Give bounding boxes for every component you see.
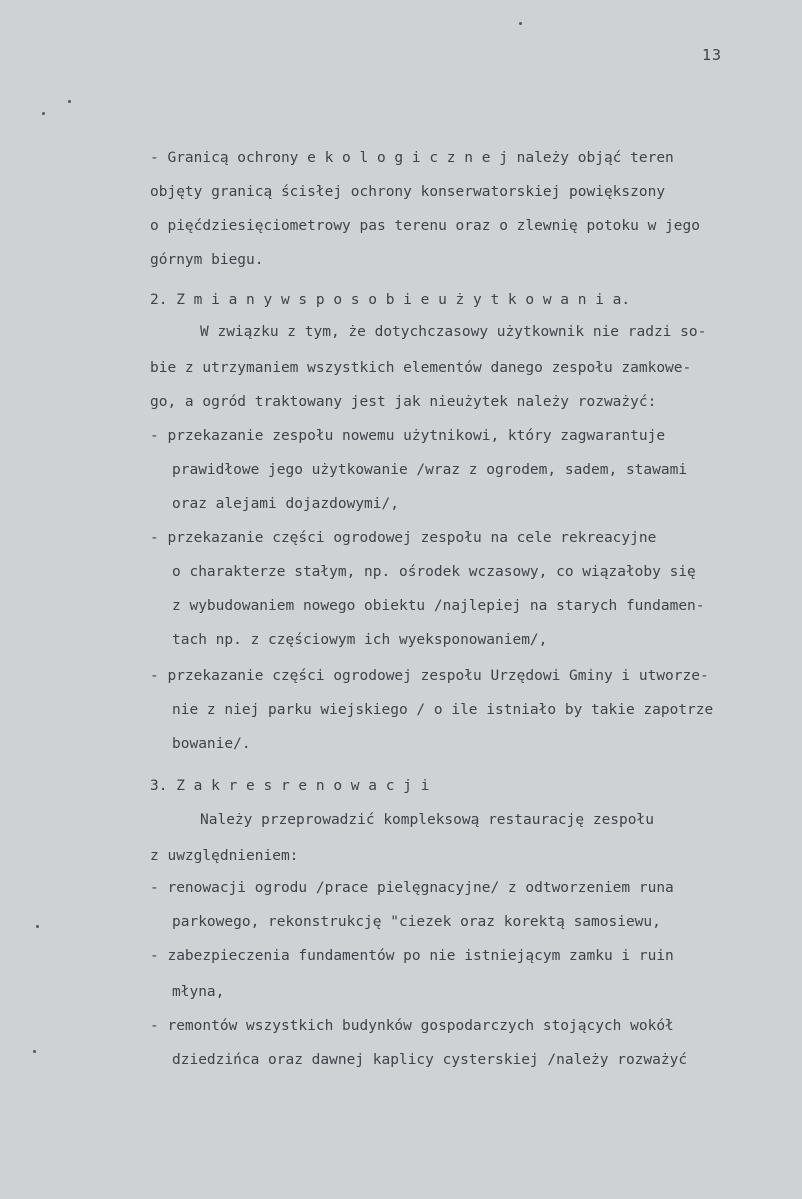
text-line: - zabezpieczenia fundamentów po nie istniejącym zamku i ruin xyxy=(150,948,674,964)
text-line: - Granicą ochrony e k o l o g i c z n e j należy objąć teren xyxy=(150,150,674,166)
page-number: 13 xyxy=(702,46,723,64)
text-line: Należy przeprowadzić kompleksową restaurację zespołu xyxy=(200,812,654,828)
text-line: nie z niej parku wiejskiego / o ile istniało by takie zapotrze xyxy=(172,702,714,718)
section-heading-2: 2. Z m i a n y w s p o s o b i e u ż y t k o w a n i a. xyxy=(150,292,631,308)
paper-speck xyxy=(33,1050,36,1053)
text-line: bowanie/. xyxy=(172,736,251,752)
text-line: oraz alejami dojazdowymi/, xyxy=(172,496,399,512)
text-line: - remontów wszystkich budynków gospodarczych stojących wokół xyxy=(150,1018,674,1034)
text-line: parkowego, rekonstrukcję "ciezek oraz korektą samosiewu, xyxy=(172,914,661,930)
text-line: - przekazanie części ogrodowej zespołu Urzędowi Gminy i utworze- xyxy=(150,668,709,684)
text-line: dziedzińca oraz dawnej kaplicy cysterskiej /należy rozważyć xyxy=(172,1052,688,1068)
paper-speck xyxy=(42,112,45,115)
text-line: o charakterze stałym, np. ośrodek wczasowy, co wiązałoby się xyxy=(172,564,696,580)
text-line: go, a ogród traktowany jest jak nieużytek należy rozważyć: xyxy=(150,394,657,410)
text-line: górnym biegu. xyxy=(150,252,264,268)
paper-speck xyxy=(519,22,522,25)
text-line: - przekazanie części ogrodowej zespołu na cele rekreacyjne xyxy=(150,530,657,546)
text-line: tach np. z częściowym ich wyeksponowaniem/, xyxy=(172,632,548,648)
text-line: bie z utrzymaniem wszystkich elementów danego zespołu zamkowe- xyxy=(150,360,692,376)
text-line: W związku z tym, że dotychczasowy użytkownik nie radzi so- xyxy=(200,324,707,340)
section-heading-3: 3. Z a k r e s r e n o w a c j i xyxy=(150,778,430,794)
text-line: - przekazanie zespołu nowemu użytnikowi, który zagwarantuje xyxy=(150,428,666,444)
text-line: - renowacji ogrodu /prace pielęgnacyjne/ z odtworzeniem runa xyxy=(150,880,674,896)
text-line: prawidłowe jego użytkowanie /wraz z ogrodem, sadem, stawami xyxy=(172,462,688,478)
paper-speck xyxy=(36,925,39,928)
text-line: z uwzględnieniem: xyxy=(150,848,299,864)
text-line: z wybudowaniem nowego obiektu /najlepiej na starych fundamen- xyxy=(172,598,705,614)
text-line: objęty granicą ścisłej ochrony konserwatorskiej powiększony xyxy=(150,184,666,200)
text-line: młyna, xyxy=(172,984,225,1000)
paper-speck xyxy=(68,100,71,103)
text-line: o pięćdziesięciometrowy pas terenu oraz o zlewnię potoku w jego xyxy=(150,218,700,234)
